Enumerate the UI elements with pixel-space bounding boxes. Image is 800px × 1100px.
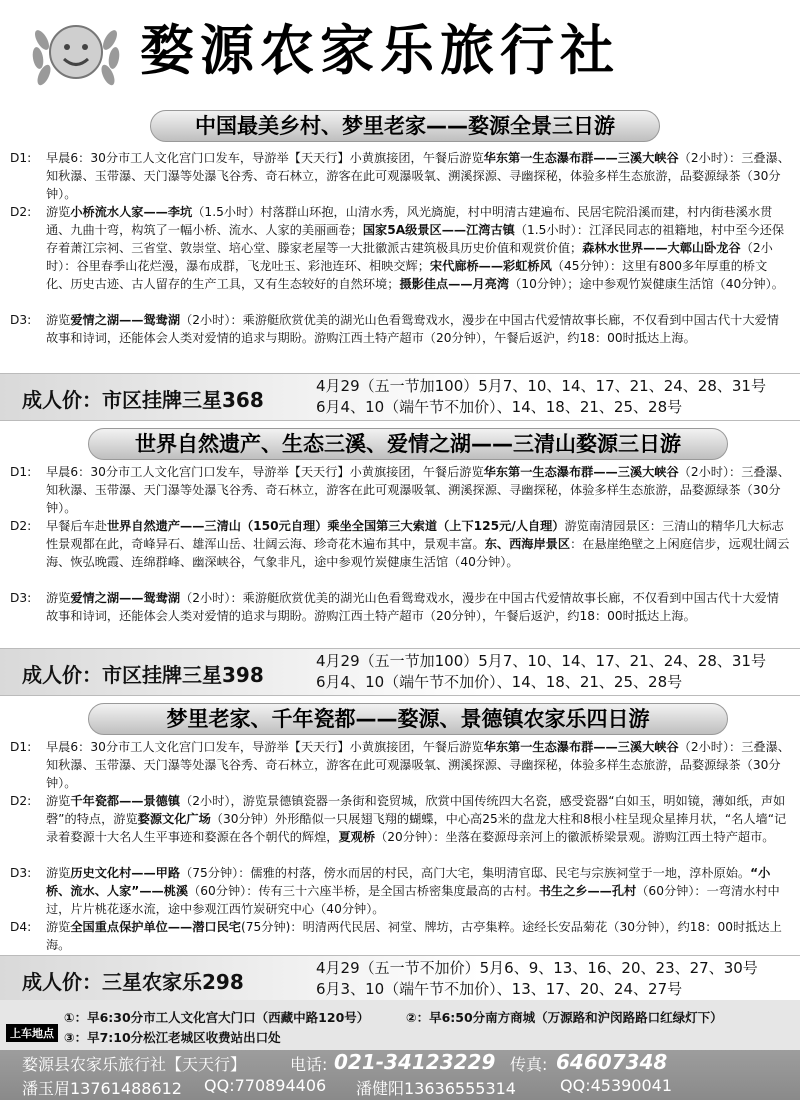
day-label: D3: <box>10 313 32 327</box>
body-text: (75分钟)：明清两代民居、祠堂、牌坊，古亭集粹。途经长安品菊花（30分钟），约18：00时抵达上海。 <box>46 920 782 952</box>
day-text <box>46 919 790 955</box>
body-text: （1.5小时）村落群山环抱，山清水秀，风光旖旎，村中明清古建遍布、民居宅院沿溪而建，村内街巷溪水贯通、九曲十弯，构筑了一幅小桥、流水、人家的美丽画卷； <box>46 205 773 237</box>
day-label: D1: <box>10 151 32 165</box>
departure-dates <box>316 958 758 1000</box>
tour-2-title: 世界自然遗产、生态三溪、爱情之湖——三清山婺源三日游 <box>88 428 728 460</box>
day-label: D1: <box>10 740 32 754</box>
tour-1-price-bar <box>0 373 800 421</box>
highlight-text: 世界自然遗产——三清山（150元自理）乘坐全国第三大索道（上下125元/人自理） <box>106 519 565 533</box>
body-text: 早晨6：30分市工人文化宫门口发车，导游举【天天行】小黄旗接团，午餐后游览 <box>46 151 484 165</box>
body-text: 早晨6：30分市工人文化宫门口发车，导游举【天天行】小黄旗接团，午餐后游览 <box>46 740 484 754</box>
day-text <box>46 464 790 518</box>
body-text: 游览 <box>46 313 71 327</box>
day-text <box>46 865 790 919</box>
tour-2-price-bar <box>0 648 800 696</box>
day-text <box>46 793 790 847</box>
contact-footer <box>0 1050 800 1100</box>
highlight-text: 夏观桥 <box>338 829 376 844</box>
highlight-text: 小桥流水人家——李坑 <box>70 205 193 219</box>
body-text: （45分钟）：这里有800多年厚重的桥文化、历史古迹、古人留存的生产工具，又有生态较好的自然环境； <box>46 258 768 291</box>
agency-brand-title: 婺源农家乐旅行社 <box>140 19 620 82</box>
highlight-text: 全国重点保护单位——潜口民宅 <box>70 920 241 934</box>
body-text: 游览 <box>46 866 71 880</box>
pickup-point-2: ②：早6:50分南方商城（万源路和沪闵路路口红绿灯下） <box>406 1010 723 1025</box>
pickup-point-1: ①：早6:30分市工人文化宫大门口（西藏中路120号） <box>64 1010 370 1025</box>
day-text <box>46 590 790 626</box>
day-label: D1: <box>10 465 32 479</box>
phone-number: 021-34123229 <box>334 1050 496 1074</box>
highlight-text: 书生之乡——孔村 <box>538 883 637 898</box>
day-label: D2: <box>10 205 32 219</box>
header <box>0 0 800 100</box>
day-label: D2: <box>10 794 32 808</box>
contact-qq-1: QQ:770894406 <box>204 1076 327 1095</box>
dates-line: 4月29（五一节加100）5月7、10、14、17、21、24、28、31号 <box>316 377 766 395</box>
body-text: 游览 <box>46 794 71 808</box>
highlight-text: 爱情之湖——鸳鸯湖 <box>70 591 181 605</box>
highlight-text: 千年瓷都——景德镇 <box>70 794 181 808</box>
body-text: （10分钟）；途中参观竹炭健康生活馆（40分钟）。 <box>509 276 784 291</box>
pickup-point-3: ③：早7:10分松江老城区收费站出口处 <box>64 1030 281 1045</box>
tour-3-price-bar <box>0 955 800 1003</box>
dates-line: 6月4、10（端午节不加价）、14、18、21、25、28号 <box>316 398 683 416</box>
body-text: 游览 <box>46 205 71 219</box>
tour-3-title: 梦里老家、千年瓷都——婺源、景德镇农家乐四日游 <box>88 703 728 735</box>
contact-person-2: 潘健阳13636555314 <box>356 1079 516 1098</box>
highlight-text: 华东第一生态瀑布群——三溪大峡谷 <box>483 465 679 479</box>
departure-dates <box>316 651 766 693</box>
fax-number: 64607348 <box>556 1050 668 1074</box>
pickup-section <box>0 1000 800 1050</box>
body-text: 游览 <box>46 920 71 934</box>
highlight-text: “小桥、流水、人家”——桃溪 <box>46 866 771 898</box>
body-text: （2小时）：乘游艇欣赏优美的湖光山色看鸳鸯戏水，漫步在中国古代爱情故事长廊，不仅看到中国古代十大爱情故事和诗词，还能体会人类对爱情的追求与期盼。游购江西土特产超市（20分钟），午餐后返沪，约18：00时抵达上海。 <box>46 313 779 345</box>
highlight-text: 历史文化村——甲路 <box>70 866 181 880</box>
day-text <box>46 204 790 294</box>
body-text: （2小时）：三叠瀑、知秋瀑、玉带瀑、天门瀑等处瀑飞谷秀、奇石林立，游客在此可观瀑吸氧、溯溪探源、寻幽探秘，体验多样生态旅游，品婺源绿茶（30分钟）。 <box>46 151 790 201</box>
body-text: （2小时）：乘游艇欣赏优美的湖光山色看鸳鸯戏水，漫步在中国古代爱情故事长廊，不仅看到中国古代十大爱情故事和诗词，还能体会人类对爱情的追求与期盼。游购江西土特产超市（20分钟），午餐后返沪，约18：00时抵达上海。 <box>46 591 779 623</box>
dates-line: 6月3、10（端午节不加价）、13、17、20、24、27号 <box>316 980 683 998</box>
body-text: （60分钟）：传有三十六座半桥，是全国古桥密集度最高的古村。 <box>188 883 539 898</box>
highlight-text: 宋代廊桥——彩虹桥风 <box>429 258 552 273</box>
contact-qq-2: QQ:45390041 <box>560 1076 673 1095</box>
highlight-text: 华东第一生态瀑布群——三溪大峡谷 <box>483 151 679 165</box>
body-text: 游览 <box>46 591 71 605</box>
dates-line: 4月29（五一节加100）5月7、10、14、17、21、24、28、31号 <box>316 652 766 670</box>
body-text: （2小时）：三叠瀑、知秋瀑、玉带瀑、天门瀑等处瀑飞谷秀、奇石林立，游客在此可观瀑吸氧、溯溪探源、寻幽探秘，体验多样生态旅游，品婺源绿茶（30分钟）。 <box>46 465 790 515</box>
day-text <box>46 739 790 793</box>
body-text: （2小时）：谷里春季山花烂漫，瀑布成群，飞龙吐玉、彩池连环、相映交辉； <box>46 240 773 273</box>
contact-person-1: 潘玉眉13761488612 <box>22 1079 182 1098</box>
dates-line: 4月29（五一节不加价）5月6、9、13、16、20、23、27、30号 <box>316 959 758 977</box>
day-text <box>46 518 790 572</box>
agency-name: 婺源县农家乐旅行社【天天行】 <box>22 1055 247 1074</box>
body-text: 早晨6：30分市工人文化宫门口发车，导游举【天天行】小黄旗接团，午餐后游览 <box>46 465 484 479</box>
highlight-text: 国家5A级景区——江湾古镇 <box>362 222 515 237</box>
body-text: 早餐后车赴 <box>46 519 107 533</box>
highlight-text: 东、西海岸景区 <box>484 536 571 551</box>
highlight-text: 森林水世界——大鄣山卧龙谷 <box>582 240 741 255</box>
fax-label: 传真: <box>510 1055 548 1074</box>
body-text: ：在悬崖绝壁之上闲庭信步，远观壮阔云海、恢弘晚霞、连绵群峰、幽深峡谷，气象非凡，途中参观竹炭健康生活馆（40分钟）。 <box>46 536 790 569</box>
body-text: （20分钟）：坐落在婺源母亲河上的徽派桥梁景观。游购江西土特产超市。 <box>375 829 775 844</box>
body-text: （2小时），游览景德镇瓷器一条街和瓷贸城，欣赏中国传统四大名瓷，感受瓷器“白如玉，明如镜，薄如纸，声如磬”的特点，游览 <box>46 794 786 826</box>
dates-line: 6月4、10（端午节不加价）、14、18、21、25、28号 <box>316 673 683 691</box>
day-label: D4: <box>10 920 32 934</box>
body-text: 游览南清园景区：三清山的精华几大标志性景观都在此，奇峰异石、雄浑山岳、壮阔云海、珍奇花木遍布其中，景观丰富。 <box>46 519 784 551</box>
body-text: （2小时）：三叠瀑、知秋瀑、玉带瀑、天门瀑等处瀑飞谷秀、奇石林立，游客在此可观瀑吸氧、溯溪探源、寻幽探秘，体验多样生态旅游，品婺源绿茶（30分钟）。 <box>46 740 790 790</box>
pickup-tag: 上车地点 <box>6 1024 58 1042</box>
highlight-text: 爱情之湖——鸳鸯湖 <box>70 313 181 327</box>
phone-label: 电话: <box>290 1055 328 1074</box>
body-text: （75分钟）：儒雅的村落，傍水而居的村民，高门大宅，集明清官邸、民宅与宗族祠堂于一地，淳朴原始。 <box>180 866 751 880</box>
highlight-text: 华东第一生态瀑布群——三溪大峡谷 <box>483 740 679 754</box>
price-label: 成人价：市区挂牌三星368 <box>22 388 264 412</box>
price-label: 成人价：市区挂牌三星398 <box>22 663 264 687</box>
smiley-sun-icon <box>30 10 122 94</box>
highlight-text: 摄影佳点——月亮湾 <box>399 276 510 291</box>
tour-1-title: 中国最美乡村、梦里老家——婺源全景三日游 <box>150 110 660 142</box>
highlight-text: 婺源文化广场 <box>137 811 211 826</box>
day-label: D2: <box>10 519 32 533</box>
price-label: 成人价：三星农家乐298 <box>22 970 244 994</box>
body-text: （60分钟）：一弯清水村中过，片片桃花逐水流，途中参观江西竹炭研究中心（40分钟）。 <box>46 883 780 916</box>
departure-dates <box>316 376 766 418</box>
day-text <box>46 312 790 348</box>
body-text: （30分钟）外形酷似一只展翅飞翔的蝴蝶，中心高25米的盘龙大柱和8根小柱呈现众星捧月状，“名人墙“记录着婺源十大名人生平事迹和婺源在各个朝代的辉煌， <box>46 811 787 844</box>
day-text <box>46 150 790 204</box>
day-label: D3: <box>10 866 32 880</box>
day-label: D3: <box>10 591 32 605</box>
body-text: （1.5小时）：江泽民同志的祖籍地，村中至今还保存着萧江宗祠、三省堂、敦崇堂、培心堂、滕家老屋等一大批徽派古建筑极具历史价值和观赏价值； <box>46 222 785 255</box>
